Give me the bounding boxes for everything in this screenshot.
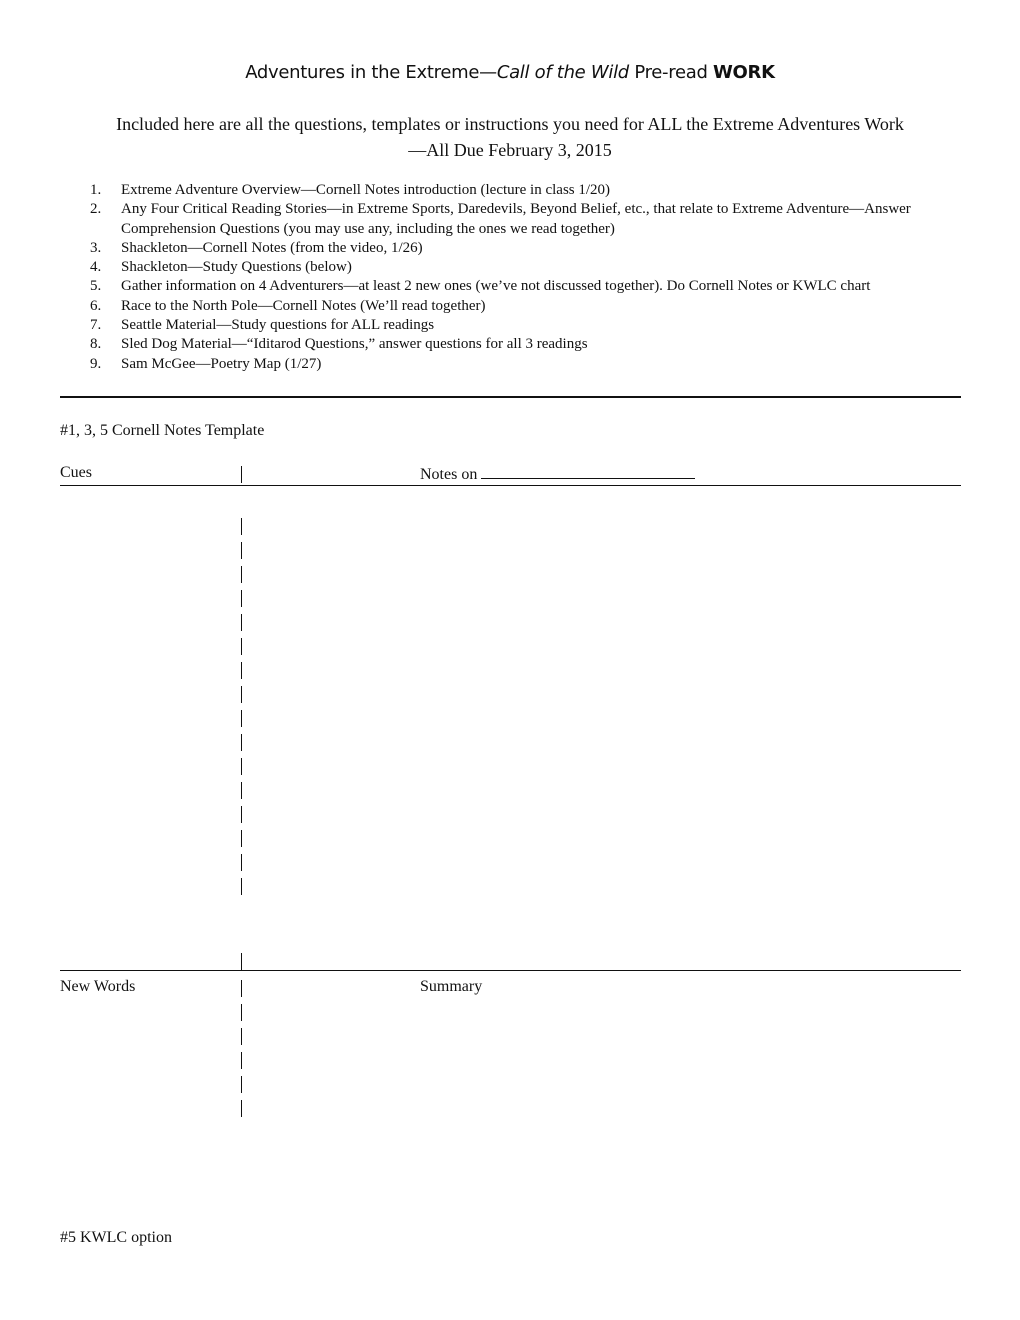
column-divider (241, 878, 242, 895)
list-item (82, 200, 982, 239)
column-divider (241, 830, 242, 847)
column-divider (241, 806, 242, 823)
list-item (82, 316, 982, 335)
kwlc-heading: #5 KWLC option (60, 1229, 172, 1246)
item-text: Sled Dog Material—“Iditarod Questions,” answer questions for all 3 readings (121, 336, 588, 353)
notes-on-text: Notes on (420, 466, 482, 483)
column-divider (241, 518, 242, 535)
item-number: 1. (90, 182, 102, 198)
column-divider (241, 466, 242, 483)
list-item (82, 355, 982, 374)
cues-label: Cues (60, 464, 92, 481)
column-divider (241, 614, 242, 631)
summary-rule (60, 970, 961, 971)
intro-line-2: —All Due February 3, 2015 (408, 140, 612, 160)
column-divider (241, 1004, 242, 1021)
column-divider (241, 1100, 242, 1117)
column-divider (241, 980, 242, 997)
title-italic: Call of the Wild (496, 62, 629, 83)
assignment-list (82, 181, 982, 374)
title-bold: WORK (713, 62, 775, 83)
item-number: 4. (90, 259, 102, 276)
intro-text (60, 111, 960, 163)
list-item (82, 277, 982, 296)
notes-on-label (420, 464, 695, 484)
list-item (82, 335, 982, 354)
template-heading: #1, 3, 5 Cornell Notes Template (60, 422, 265, 439)
list-item (82, 181, 982, 200)
summary-label: Summary (420, 978, 483, 995)
item-text: Shackleton—Cornell Notes (from the video, 1/26) (121, 239, 423, 256)
list-item (82, 239, 982, 258)
title-part2: Pre-read (628, 62, 713, 83)
column-divider (241, 542, 242, 559)
column-divider (241, 854, 242, 871)
list-item (82, 297, 982, 316)
column-divider (241, 710, 242, 727)
column-divider (241, 953, 242, 970)
item-number: 2. (90, 201, 102, 218)
item-number: 6. (90, 297, 102, 314)
item-text: Extreme Adventure Overview—Cornell Notes introduction (lecture in class 1/20) (121, 182, 611, 198)
item-number: 5. (90, 278, 102, 295)
header-rule (60, 485, 961, 486)
list-item (82, 258, 982, 277)
item-number: 8. (90, 336, 102, 353)
item-text: Seattle Material—Study questions for ALL readings (121, 317, 435, 334)
column-divider (241, 734, 242, 751)
page-title (0, 62, 1020, 83)
title-part1: Adventures in the Extreme— (245, 62, 497, 83)
item-text: Race to the North Pole—Cornell Notes (We’ll read together) (121, 297, 486, 314)
column-divider (241, 590, 242, 607)
notes-topic-blank (481, 464, 695, 479)
column-divider (241, 1076, 242, 1093)
item-text: Any Four Critical Reading Stories—in Extreme Sports, Daredevils, Beyond Belief, etc., that relate to Extreme Adventure—Answer Comprehension Questions (you may use any, including the ones we read together) (121, 201, 911, 237)
column-divider (241, 638, 242, 655)
item-number: 3. (90, 239, 102, 256)
column-divider (241, 686, 242, 703)
intro-line-1: Included here are all the questions, templates or instructions you need for ALL the Extreme Adventures Work (116, 114, 904, 134)
column-divider (241, 662, 242, 679)
item-number: 9. (90, 355, 102, 372)
column-divider (241, 758, 242, 775)
column-divider (241, 566, 242, 583)
column-divider (241, 1028, 242, 1045)
new-words-label: New Words (60, 978, 136, 995)
column-divider (241, 1052, 242, 1069)
section-divider (60, 396, 961, 398)
item-number: 7. (90, 317, 102, 334)
column-divider (241, 782, 242, 799)
item-text: Shackleton—Study Questions (below) (121, 259, 352, 276)
item-text: Gather information on 4 Adventurers—at least 2 new ones (we’ve not discussed together). Do Cornell Notes or KWLC chart (121, 278, 871, 295)
item-text: Sam McGee—Poetry Map (1/27) (121, 355, 322, 372)
